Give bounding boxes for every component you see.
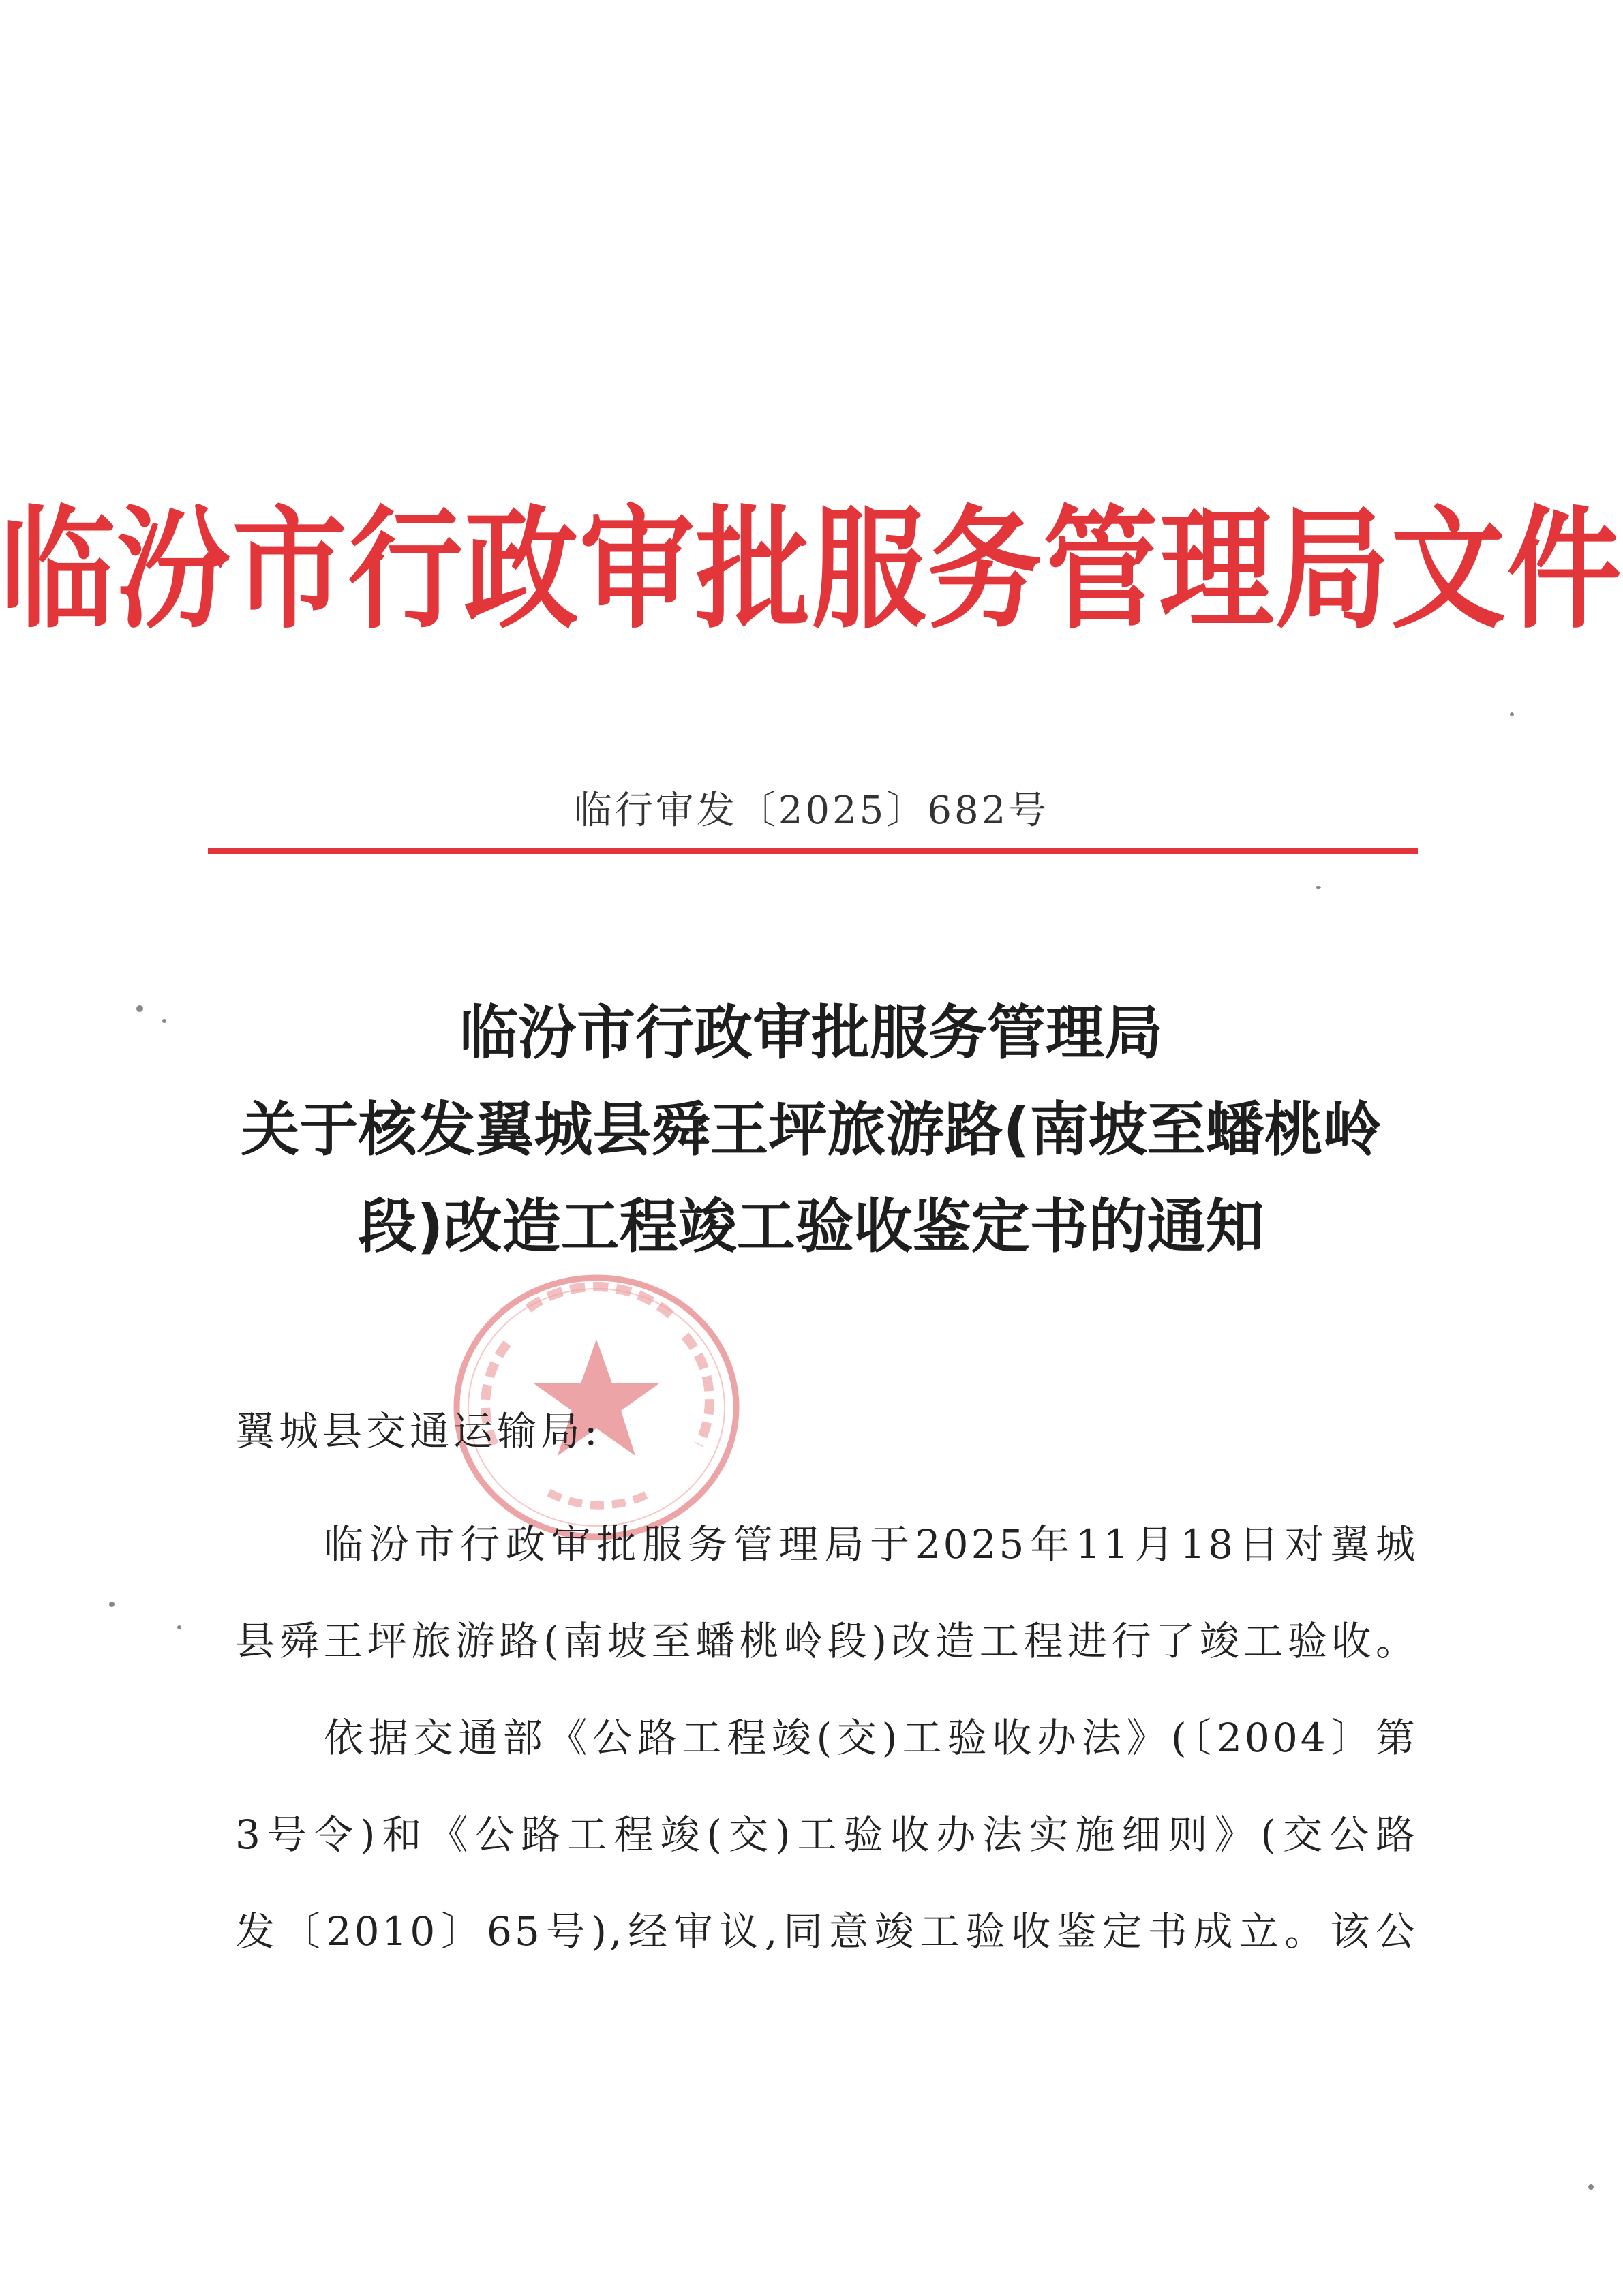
scan-speck xyxy=(1588,2184,1594,2190)
document-body xyxy=(235,1496,1418,1980)
scan-speck xyxy=(177,1625,181,1629)
title-line-1: 临汾市行政审批服务管理局 xyxy=(459,999,1163,1067)
body-line-1: 临汾市行政审批服务管理局于2025年11月18日对翼城 xyxy=(324,1521,1418,1567)
body-line-2: 县舜王坪旅游路(南坡至蟠桃岭段)改造工程进行了竣工验收。 xyxy=(235,1618,1418,1664)
body-line-5: 发〔2010〕65号),经审议,同意竣工验收鉴定书成立。该公 xyxy=(235,1908,1418,1955)
document-number: 临行审发〔2025〕682号 xyxy=(573,789,1050,833)
scan-speck xyxy=(109,1602,115,1607)
document-title xyxy=(204,985,1418,1275)
red-divider-rule xyxy=(208,848,1418,854)
scan-speck xyxy=(136,1005,143,1012)
masthead: 临汾市行政审批服务管理局文件 xyxy=(0,491,1623,647)
salutation: 翼城县交通运输局: xyxy=(235,1408,602,1454)
body-line-4: 3号令)和《公路工程竣(交)工验收办法实施细则》(交公路 xyxy=(235,1811,1418,1858)
body-line-3: 依据交通部《公路工程竣(交)工验收办法》(〔2004〕第 xyxy=(324,1715,1418,1761)
title-line-2: 关于核发翼城县舜王坪旅游路(南坡至蟠桃岭 xyxy=(241,1096,1382,1164)
scan-speck xyxy=(1316,886,1321,889)
title-line-3: 段)改造工程竣工验收鉴定书的通知 xyxy=(358,1193,1264,1261)
scan-speck xyxy=(1510,712,1514,716)
scan-speck xyxy=(162,1019,166,1023)
